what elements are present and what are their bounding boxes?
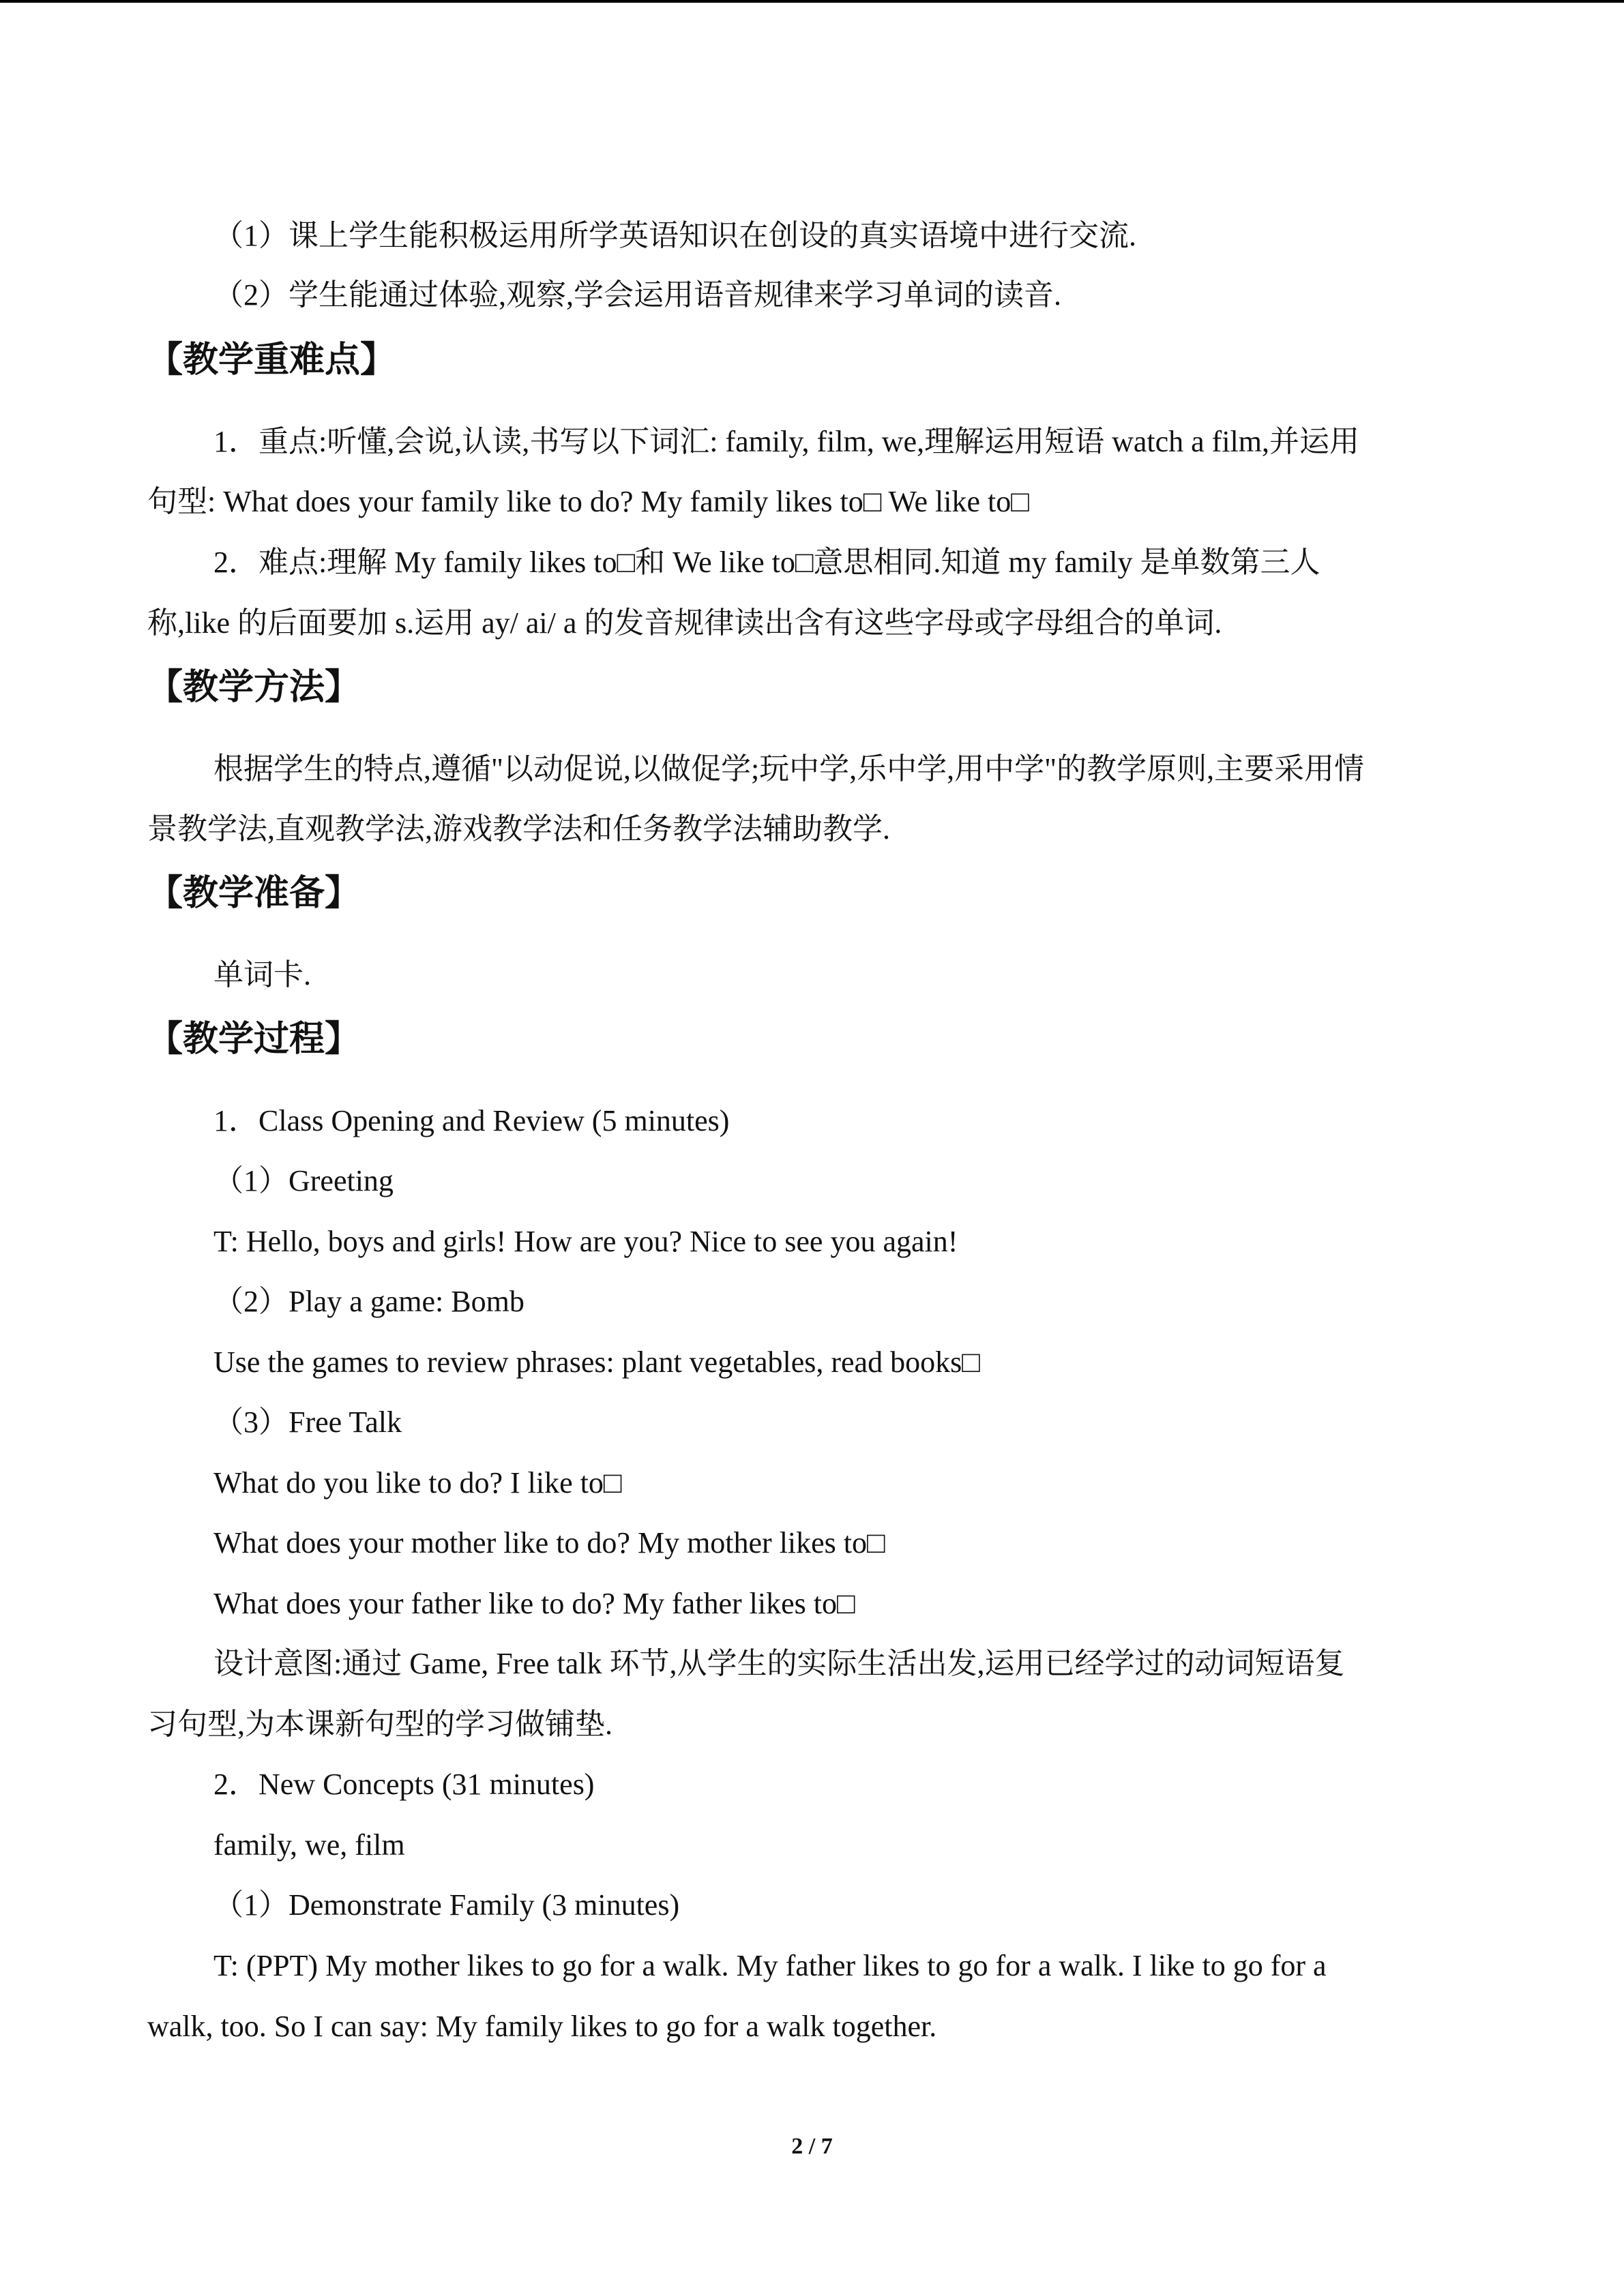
process-line-15: T: (PPT) My mother likes to go for a walk. My father likes to go for a walk. I like to go for a xyxy=(213,1949,1327,1982)
process-line-12: 2．New Concepts (31 minutes) xyxy=(213,1768,595,1801)
difficulties-p1-line-2: 句型: What does your family like to do? My family likes to□ We like to□ xyxy=(147,485,1029,518)
preparation-line-1: 单词卡. xyxy=(213,958,311,992)
process-line-16: walk, too. So I can say: My family likes to go for a walk together. xyxy=(147,2010,937,2043)
section-heading-methods: 【教学方法】 xyxy=(147,667,361,708)
process-line-2: （1）Greeting xyxy=(213,1164,394,1197)
process-line-3: T: Hello, boys and girls! How are you? Nice to see you again! xyxy=(213,1225,958,1258)
difficulties-p1-line-1: 1．重点:听懂,会说,认读,书写以下词汇: family, film, we,理解运用短语 watch a film,并运用 xyxy=(213,425,1359,458)
process-line-14: （1）Demonstrate Family (3 minutes) xyxy=(213,1888,680,1922)
difficulties-p2-line-2: 称,like 的后面要加 s.运用 ay/ ai/ a 的发音规律读出含有这些字母或字母组合的单词. xyxy=(147,606,1222,640)
process-line-11: 习句型,为本课新句型的学习做铺垫. xyxy=(147,1708,612,1741)
process-line-7: What do you like to do? I like to□ xyxy=(213,1466,622,1500)
difficulties-p2-line-1: 2．难点:理解 My family likes to□和 We like to□意思相同.知道 my family 是单数第三人 xyxy=(213,546,1320,579)
process-line-4: （2）Play a game: Bomb xyxy=(213,1285,525,1318)
process-line-10: 设计意图:通过 Game, Free talk 环节,从学生的实际生活出发,运用已经学过的动词短语复 xyxy=(213,1647,1345,1680)
process-line-1: 1．Class Opening and Review (5 minutes) xyxy=(213,1104,730,1137)
goal-line-2: （2）学生能通过体验,观察,学会运用语音规律来学习单词的读音. xyxy=(213,278,1061,312)
process-line-6: （3）Free Talk xyxy=(213,1405,402,1439)
methods-line-2: 景教学法,直观教学法,游戏教学法和任务教学法辅助教学. xyxy=(147,812,890,846)
process-line-9: What does your father like to do? My father likes to□ xyxy=(213,1587,855,1620)
methods-line-1: 根据学生的特点,遵循"以动促说,以做促学;玩中学,乐中学,用中学"的教学原则,主要采用情 xyxy=(213,752,1365,786)
process-line-5: Use the games to review phrases: plant vegetables, read books□ xyxy=(213,1345,980,1379)
section-heading-difficulties: 【教学重难点】 xyxy=(147,340,396,381)
section-heading-process: 【教学过程】 xyxy=(147,1019,361,1060)
process-line-8: What does your mother like to do? My mother likes to□ xyxy=(213,1526,885,1560)
process-line-13: family, we, film xyxy=(213,1828,405,1862)
section-heading-preparation: 【教学准备】 xyxy=(147,873,361,914)
page-number: 2 / 7 xyxy=(791,2134,833,2159)
goal-line-1: （1）课上学生能积极运用所学英语知识在创设的真实语境中进行交流. xyxy=(213,219,1136,252)
